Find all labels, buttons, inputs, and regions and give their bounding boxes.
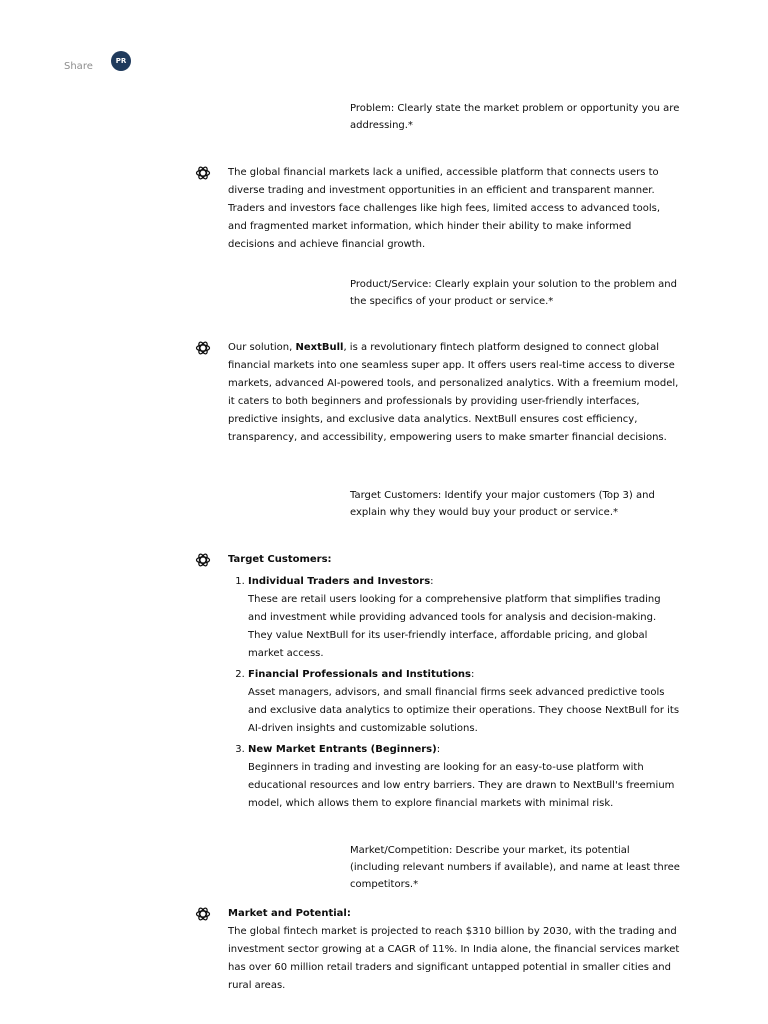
assistant-paragraph: The global fintech market is projected to reach $310 billion by 2030, with the trading and investment sector growing at a CAGR of 11%. In India alone, the financial services market has over 60 million retail traders and significant untapped potential in smaller cities and rural areas. <box>228 926 680 991</box>
customer-list <box>228 573 680 813</box>
section-heading: Market and Potential: <box>228 908 351 919</box>
assistant-message <box>195 164 680 254</box>
list-item-text: These are retail users looking for a comprehensive platform that simplifies trading and investment while providing advanced tools for analysis and decision-making. They value NextBull for its user-friendly interface, affordable pricing, and global market access. <box>248 594 661 659</box>
text-suffix: , is a revolutionary fintech platform designed to connect global financial markets into one seamless super app. It offers users real-time access to diverse markets, advanced AI-powered tools, and personalized analytics. With a freemium model, it caters to both beginners and professionals by providing user-friendly interfaces, predictive insights, and exclusive data analytics. NextBull ensures cost efficiency, transparency, and accessibility, empowering users to make smarter financial decisions. <box>228 342 679 443</box>
chatgpt-logo-icon <box>195 165 211 181</box>
list-item-text: Beginners in trading and investing are looking for an easy-to-use platform with educational resources and low entry barriers. They are drawn to NextBull's freemium model, which allows them to explore financial markets with minimal risk. <box>248 762 675 809</box>
user-message: Problem: Clearly state the market problem or opportunity you are addressing.* <box>350 103 680 131</box>
assistant-paragraph <box>228 339 680 447</box>
user-message: Product/Service: Clearly explain your solution to the problem and the specifics of your product or service.* <box>350 279 677 307</box>
assistant-message <box>195 339 680 447</box>
list-item-title: New Market Entrants (Beginners) <box>248 744 437 755</box>
section-heading: Target Customers: <box>228 554 332 565</box>
text-prefix: Our solution, <box>228 342 296 353</box>
avatar[interactable]: PR <box>111 51 131 71</box>
list-item-title: Financial Professionals and Institutions <box>248 669 472 680</box>
list-item-text: Asset managers, advisors, and small financial firms seek advanced predictive tools and exclusive data analytics to optimize their operations. They choose NextBull for its AI-driven insights and customizable solutions. <box>248 687 680 734</box>
product-name: NextBull <box>295 342 344 353</box>
list-item: 3. New Market Entrants (Beginners): Beginners in trading and investing are looking for an easy-to-use platform with educational resources and low entry barriers. They are drawn to NextBull's freemium model, which allows them to explore financial markets with minimal risk. <box>248 741 680 813</box>
chatgpt-logo-icon <box>195 552 211 568</box>
user-message: Market/Competition: Describe your market, its potential (including relevant numbers if available), and name at least three competitors.* <box>350 845 680 890</box>
list-item-title: Individual Traders and Investors <box>248 576 431 587</box>
assistant-paragraph: The global financial markets lack a unified, accessible platform that connects users to diverse trading and investment opportunities in an efficient and transparent manner. Traders and investors face challenges like high fees, limited access to advanced tools, and fragmented market information, which hinder their ability to make informed decisions and achieve financial growth. <box>228 167 661 250</box>
assistant-message <box>195 551 680 816</box>
chatgpt-logo-icon <box>195 906 211 922</box>
user-message: Target Customers: Identify your major customers (Top 3) and explain why they would buy your product or service.* <box>350 490 655 518</box>
list-item: 2. Financial Professionals and Institutions: Asset managers, advisors, and small financial firms seek advanced predictive tools and exclusive data analytics to optimize their operations. They choose NextBull for its AI-driven insights and customizable solutions. <box>248 666 680 738</box>
assistant-message <box>195 905 680 995</box>
list-item: 1. Individual Traders and Investors: These are retail users looking for a comprehensive platform that simplifies trading and investment while providing advanced tools for analysis and decision-making. They value NextBull for its user-friendly interface, affordable pricing, and global market access. <box>248 573 680 663</box>
share-button[interactable]: Share <box>64 61 93 72</box>
chatgpt-logo-icon <box>195 340 211 356</box>
